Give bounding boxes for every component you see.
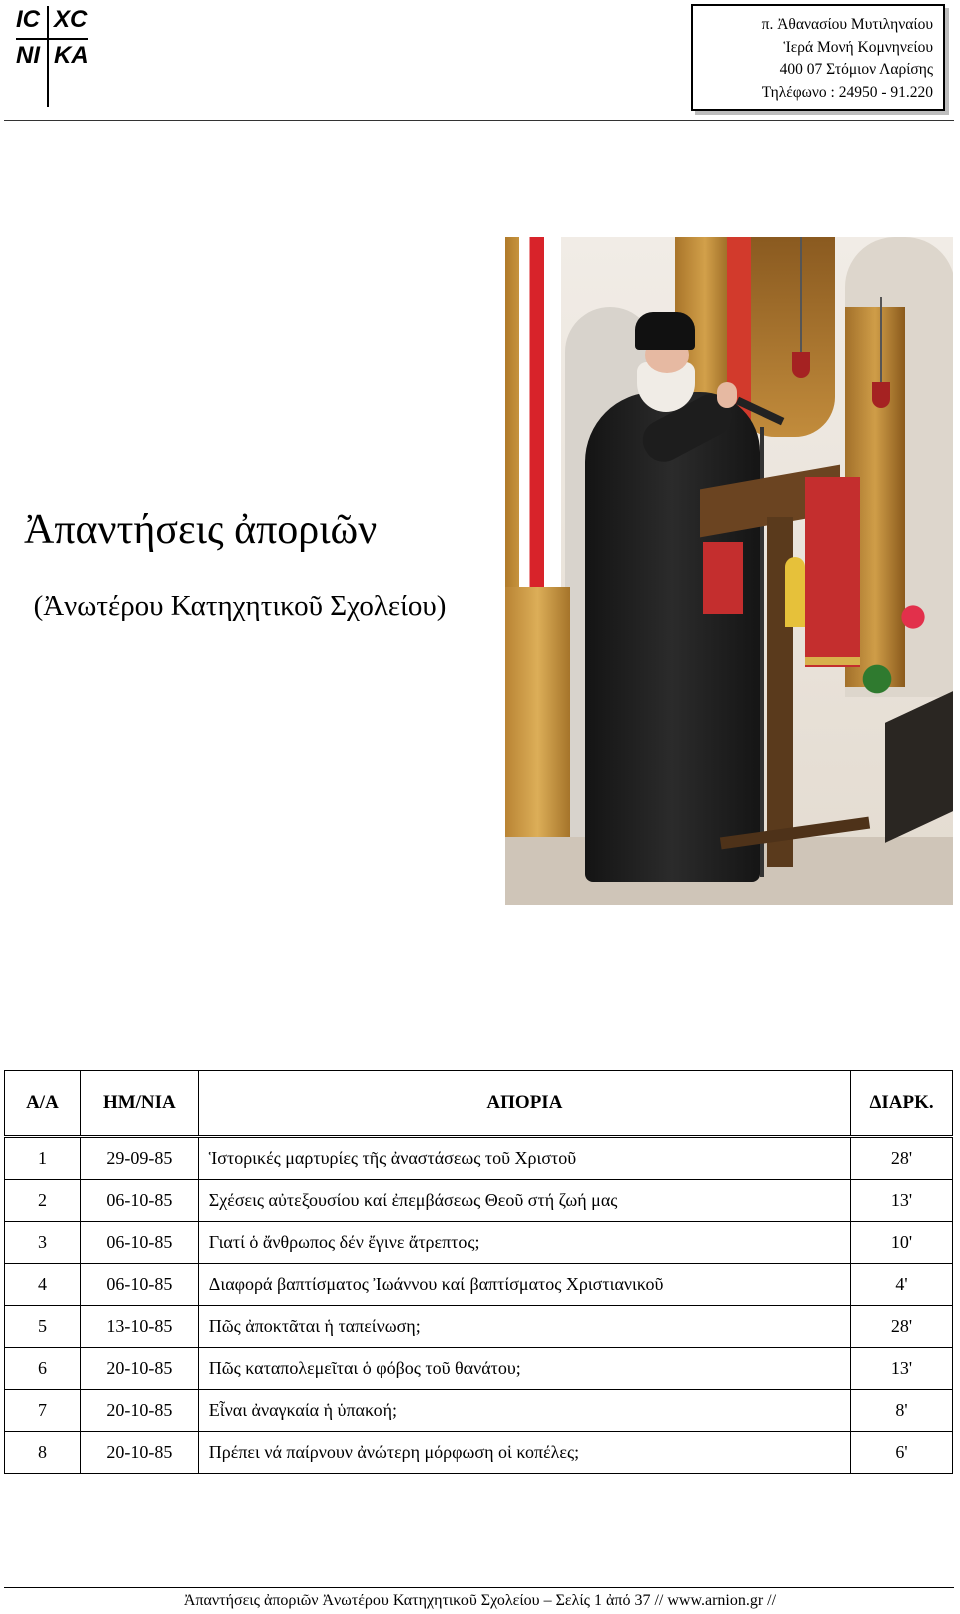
table-row [5,1180,953,1222]
row-number: 1 [5,1137,81,1180]
logo-text-ni: NI [16,42,40,69]
row-number: 8 [5,1432,81,1474]
row-duration: 8' [851,1390,953,1432]
table-header-row [5,1071,953,1137]
page-footer: Ἀπαντήσεις ἀποριῶν Ἀνωτέρου Κατηχητικοῦ Σχολείου – Σελίς 1 ἀπό 37 // www.arnion.gr // [183,1592,777,1609]
row-question: Σχέσεις αὐτεξουσίου καί ἐπεμβάσεως Θεοῦ στή ζωή μας [198,1180,850,1222]
row-question: Εἶναι ἀναγκαία ἡ ὑπακοή; [198,1390,850,1432]
document-subtitle: (Ἀνωτέρου Κατηχητικοῦ Σχολείου) [33,590,447,622]
address-line-postcode: 400 07 Στόμιον Λαρίσης [779,61,933,78]
header-date: ΗΜ/ΝΙΑ [80,1071,198,1137]
footer-divider [4,1587,954,1588]
row-question: Διαφορά βαπτίσματος Ἰωάννου καί βαπτίσματος Χριστιανικοῦ [198,1264,850,1306]
logo-cross-horizontal [16,38,88,40]
row-duration: 28' [851,1137,953,1180]
table-row [5,1390,953,1432]
document-title: Ἀπαντήσεις ἀποριῶν [24,507,378,553]
header-aa: Α/Α [5,1071,81,1137]
row-number: 2 [5,1180,81,1222]
table-row [5,1264,953,1306]
icxc-nika-logo [12,6,94,106]
row-question: Γιατί ὁ ἄνθρωπος δέν ἔγινε ἄτρεπτος; [198,1222,850,1264]
row-date: 20-10-85 [80,1432,198,1474]
table-row [5,1306,953,1348]
row-date: 29-09-85 [80,1137,198,1180]
address-line-name: π. Ἀθανασίου Μυτιληναίου [761,16,933,33]
row-duration: 28' [851,1306,953,1348]
row-date: 06-10-85 [80,1264,198,1306]
row-question: Ἱστορικές μαρτυρίες τῆς ἀναστάσεως τοῦ Χριστοῦ [198,1137,850,1180]
row-number: 3 [5,1222,81,1264]
row-number: 4 [5,1264,81,1306]
row-duration: 13' [851,1348,953,1390]
row-number: 5 [5,1306,81,1348]
table-row [5,1432,953,1474]
address-line-monastery: Ἱερά Μονή Κομνηνείου [783,38,933,56]
table-row [5,1137,953,1180]
row-duration: 13' [851,1180,953,1222]
questions-table [4,1070,953,1474]
logo-text-xc: XC [54,6,88,33]
row-number: 6 [5,1348,81,1390]
row-question: Πῶς ἀποκτᾶται ἡ ταπείνωση; [198,1306,850,1348]
row-question: Πῶς καταπολεμεῖται ὁ φόβος τοῦ θανάτου; [198,1348,850,1390]
row-duration: 10' [851,1222,953,1264]
row-question: Πρέπει νά παίρνουν ἀνώτερη μόρφωση οἱ κοπέλες; [198,1432,850,1474]
table-row [5,1222,953,1264]
speaker-photo [505,237,953,905]
logo-text-ka: KA [54,42,89,69]
logo-cross-vertical [47,6,49,107]
row-date: 06-10-85 [80,1180,198,1222]
header-question: ΑΠΟΡΙΑ [198,1071,850,1137]
row-duration: 6' [851,1432,953,1474]
header-divider [4,120,954,121]
row-duration: 4' [851,1264,953,1306]
row-date: 20-10-85 [80,1390,198,1432]
row-date: 20-10-85 [80,1348,198,1390]
address-line-phone: Τηλέφωνο : 24950 - 91.220 [761,83,933,101]
row-date: 06-10-85 [80,1222,198,1264]
row-date: 13-10-85 [80,1306,198,1348]
table-row [5,1348,953,1390]
logo-text-ic: IC [16,6,40,33]
header-duration: ΔΙΑΡΚ. [851,1071,953,1137]
address-box [691,4,945,111]
row-number: 7 [5,1390,81,1432]
